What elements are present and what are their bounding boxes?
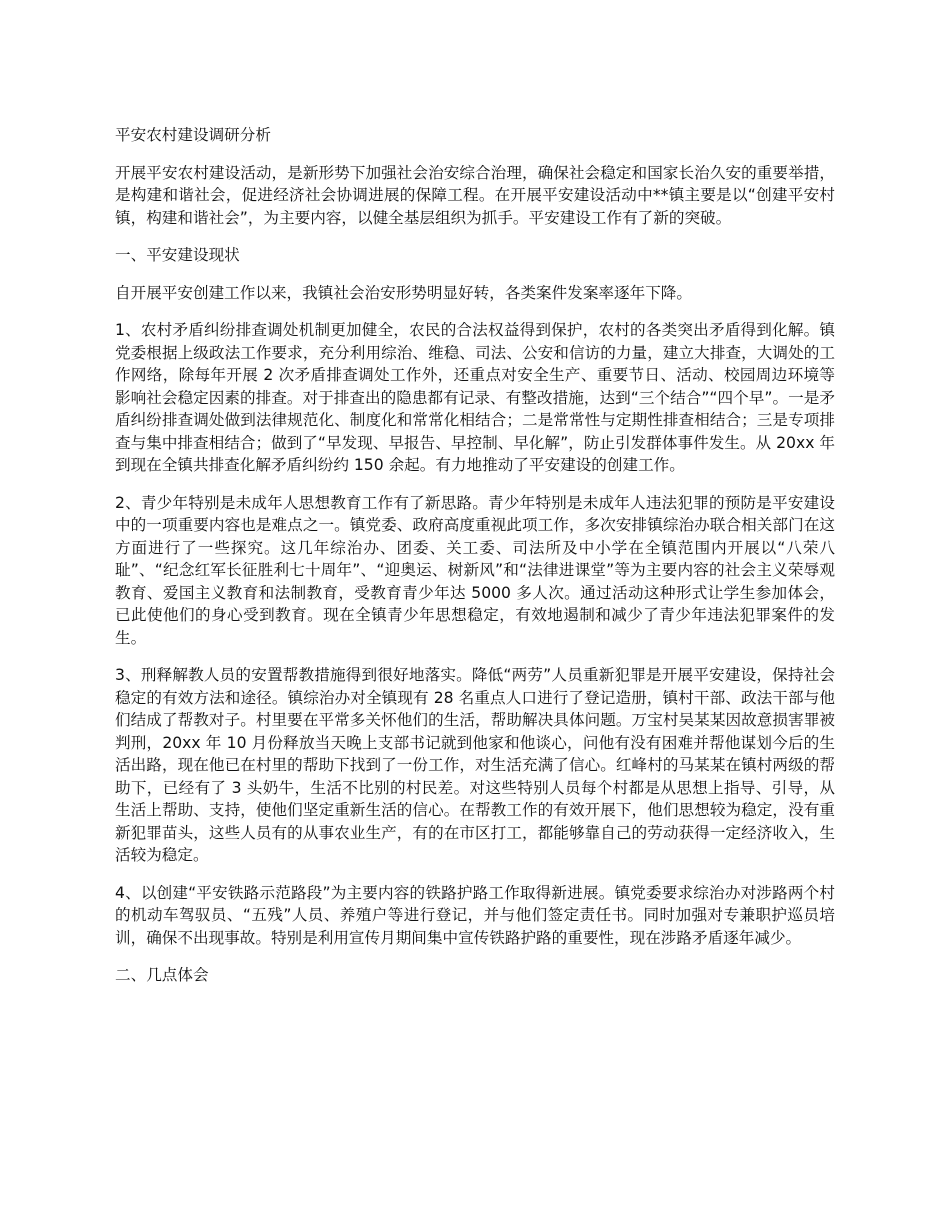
section-intro-paragraph: 自开展平安创建工作以来，我镇社会治安形势明显好转，各类案件发案率逐年下降。 — [115, 283, 692, 302]
paragraph-dispute-mediation: 1、农村矛盾纠纷排查调处机制更加健全，农民的合法权益得到保护，农村的各类突出矛盾得到化解。镇党委根据上级政法工作要求，充分利用综治、维稳、司法、公安和信访的力量，建立大排查，大调处的工作网络，除每年开展 2 次矛盾排查调处工作外，还重点对安全生产、重要节日、活动、校园周边环境等影响社会稳定因素的排查。对于排查出的隐患都有记录、有整改措施，达到“三个结合”“四个早”。一是矛盾纠纷排查调处做到法律规范化、制度化和常常化相结合；二是常常性与定期性排查相结合；三是专项排查与集中排查相结合；做到了“早发现、早报告、早控制、早化解”，防止引发群体事件发生。从 20xx 年到现在全镇共排查化解矛盾纠纷约 150 余起。有力地推动了平安建设的创建工作。 — [115, 321, 835, 474]
paragraph-released-persons: 3、刑释解教人员的安置帮教措施得到很好地落实。降低“两劳”人员重新犯罪是开展平安建设，保持社会稳定的有效方法和途径。镇综治办对全镇现有 28 名重点人口进行了登记造册，镇村干部、政法干部与他们结成了帮教对子。村里要在平常多关怀他们的生活，帮助解决具体问题。万宝村吴某某因故意损害罪被判刑，20xx 年 10 月份释放当天晚上支部书记就到他家和他谈心，问他有没有困难并帮他谋划今后的生活出路，现在他已在村里的帮助下找到了一份工作，对生活充满了信心。红峰村的马某某在镇村两级的帮助下，已经有了 3 头奶牛，生活不比别的村民差。对这些特别人员每个村都是从思想上指导、引导，从生活上帮助、支持，使他们坚定重新生活的信心。在帮教工作的有效开展下，他们思想较为稳定，没有重新犯罪苗头，这些人员有的从事农业生产，有的在市区打工，都能够靠自己的劳动获得一定经济收入，生活较为稳定。 — [115, 666, 835, 864]
section-heading-experience: 二、几点体会 — [115, 966, 209, 984]
paragraph-youth-education: 2、青少年特别是未成年人思想教育工作有了新思路。青少年特别是未成年人违法犯罪的预防是平安建设中的一项重要内容也是难点之一。镇党委、政府高度重视此项工作，多次安排镇综治办联合相关部门在这方面进行了一些探究。这几年综治办、团委、关工委、司法所及中小学在全镇范围内开展以“八荣八耻”、“纪念红军长征胜利七十周年”、“迎奥运、树新风”和“法律进课堂”等为主要内容的社会主义荣辱观教育、爱国主义教育和法制教育，受教育青少年达 5000 多人次。通过活动这种形式让学生参加体会，已此使他们的身心受到教育。现在全镇青少年思想稳定，有效地遏制和减少了青少年违法犯罪案件的发生。 — [115, 493, 835, 647]
intro-paragraph: 开展平安农村建设活动，是新形势下加强社会治安综合治理，确保社会稳定和国家长治久安的重要举措，是构建和谐社会，促进经济社会协调进展的保障工程。在开展平安建设活动中**镇主要是以“创建平安村镇，构建和谐社会”，为主要内容，以健全基层组织为抓手。平安建设工作有了新的突破。 — [115, 163, 835, 227]
section-heading-status: 一、平安建设现状 — [115, 246, 240, 264]
document-page — [115, 124, 835, 1002]
document-title: 平安农村建设调研分析 — [115, 126, 271, 144]
paragraph-railway-protection: 4、以创建“平安铁路示范路段”为主要内容的铁路护路工作取得新进展。镇党委要求综治办对涉路两个村的机动车驾驭员、“五残”人员、养殖户等进行登记，并与他们签定责任书。同时加强对专兼职护巡员培训，确保不出现事故。特别是利用宣传月期间集中宣传铁路护路的重要性，现在涉路矛盾逐年减少。 — [115, 883, 835, 947]
